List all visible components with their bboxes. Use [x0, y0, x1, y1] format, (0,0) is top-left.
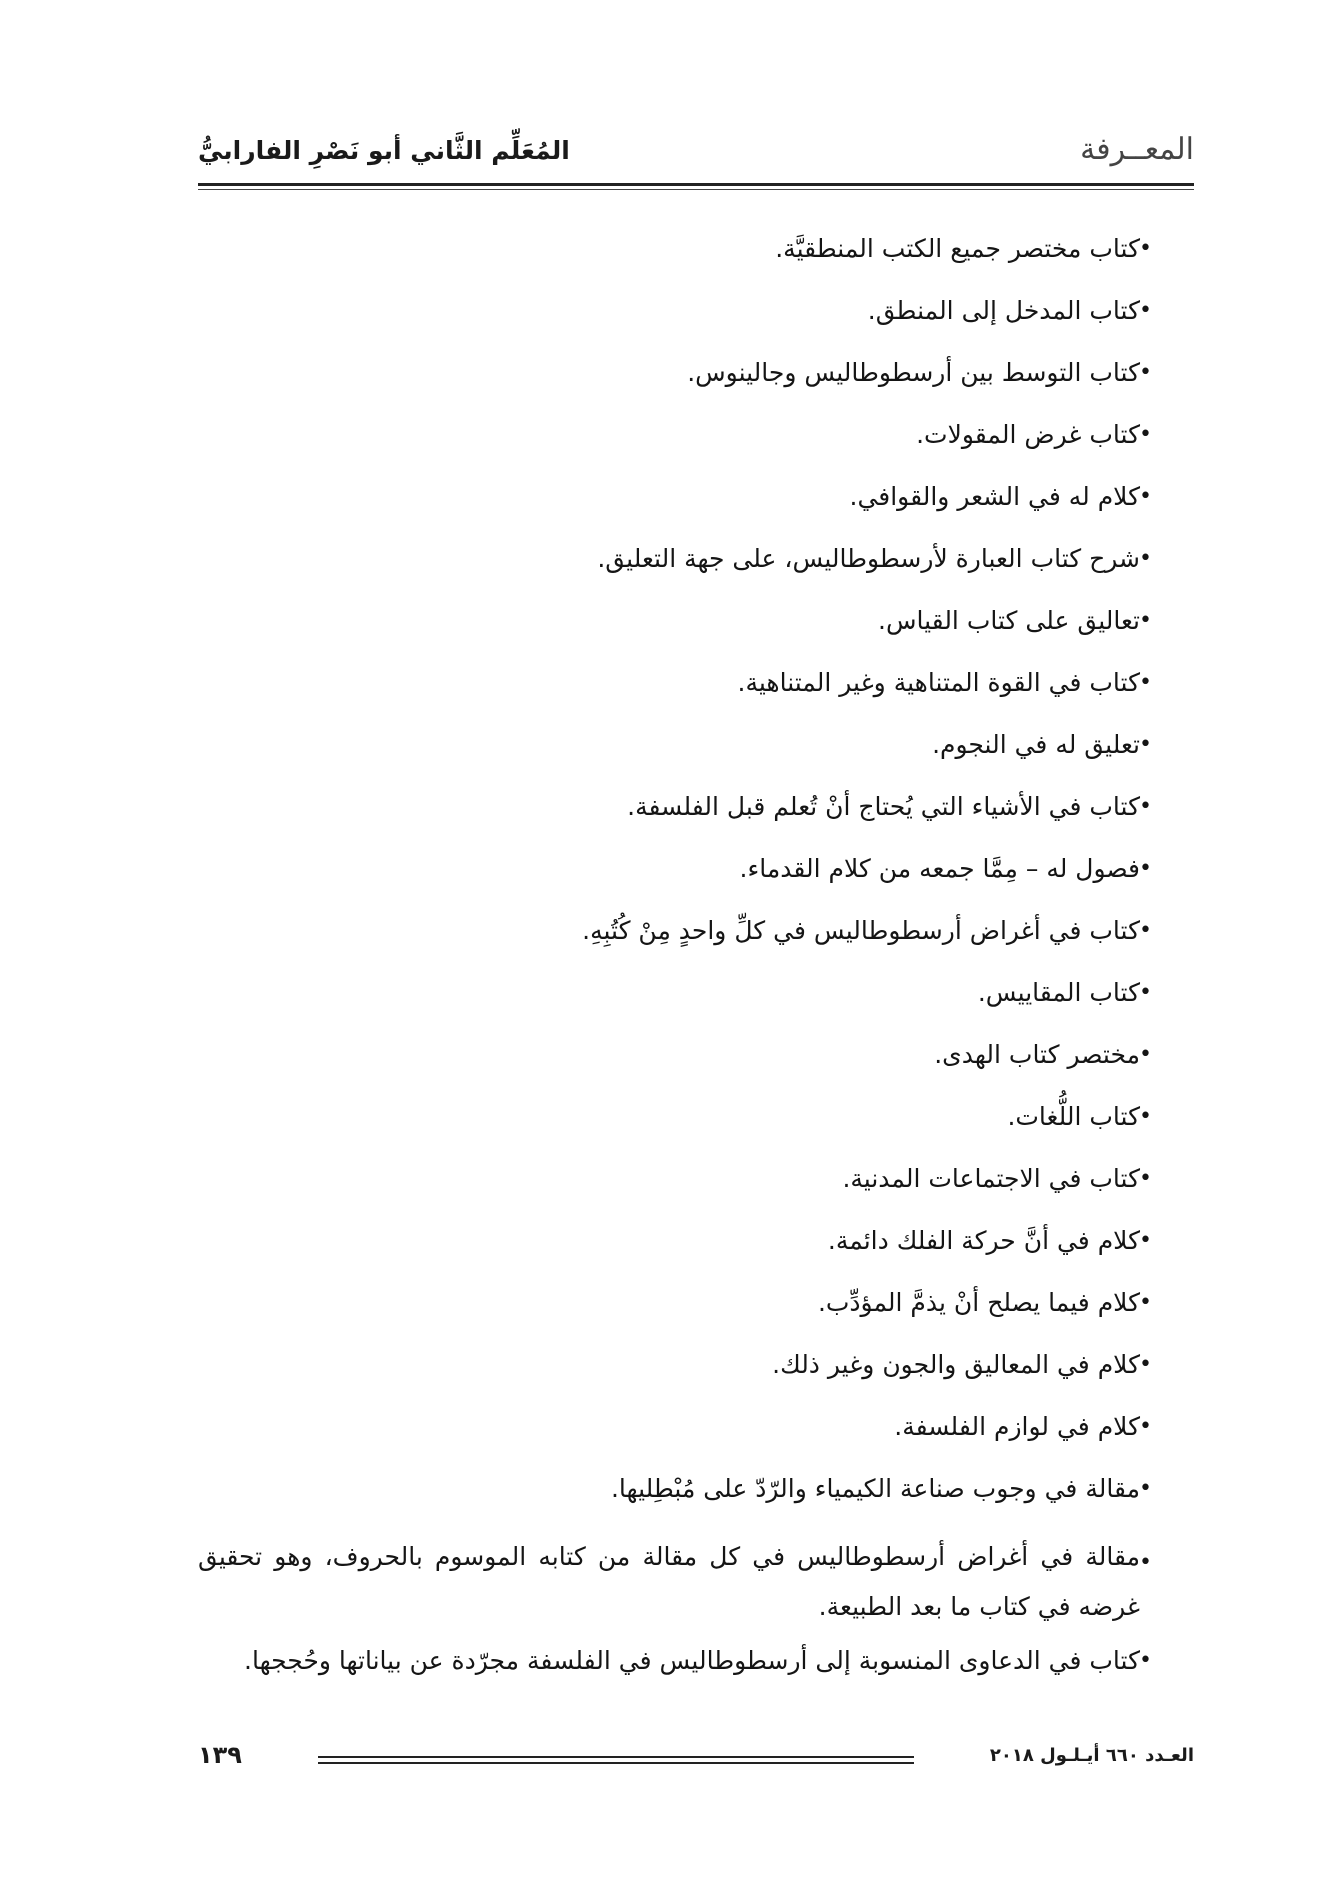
list-item-text: كتاب في الدعاوى المنسوبة إلى أرسطوطاليس في الفلسفة مجرّدة عن بياناتها وحُججها.	[244, 1646, 1140, 1675]
page-number: ١٣٩	[198, 1741, 242, 1769]
bullet-icon: •	[1139, 1476, 1152, 1501]
bullet-icon: •	[1139, 1414, 1152, 1439]
list-item-text: كلام في لوازم الفلسفة.	[894, 1412, 1140, 1441]
bullet-icon: •	[1139, 1166, 1152, 1191]
list-item-text: كتاب المدخل إلى المنطق.	[867, 296, 1140, 325]
bullet-icon: •	[1139, 794, 1152, 819]
list-item	[198, 540, 1194, 602]
list-item	[198, 478, 1194, 540]
list-item-text: كتاب مختصر جميع الكتب المنطقيَّة.	[775, 234, 1140, 263]
running-title: المُعَلِّم الثَّاني أبو نَصْرِ الفارابيُّ	[198, 136, 570, 165]
list-item-text: كتاب التوسط بين أرسطوطاليس وجالينوس.	[687, 358, 1140, 387]
page-footer	[198, 1741, 1194, 1785]
list-item	[198, 850, 1194, 912]
bullet-icon: •	[1139, 1042, 1152, 1067]
list-item-text: مقالة في أغراض أرسطوطاليس في كل مقالة من كتابه الموسوم بالحروف، وهو تحقيق غرضه في كتاب ما بعد الطبيعة.	[198, 1542, 1140, 1621]
list-item-text: كتاب المقاييس.	[977, 978, 1140, 1007]
bullet-icon: •	[1139, 980, 1152, 1005]
list-item-text: تعاليق على كتاب القياس.	[878, 606, 1140, 635]
list-item-text: كتاب في أغراض أرسطوطاليس في كلِّ واحدٍ مِنْ كُتُبِهِ.	[582, 916, 1140, 945]
list-item-text: كتاب اللُّغات.	[1007, 1102, 1140, 1131]
list-item	[198, 354, 1194, 416]
bullet-icon: •	[1139, 1104, 1152, 1129]
issue-info: العـدد ٦٦٠ أيـلـول ٢٠١٨	[989, 1745, 1194, 1766]
bullet-icon: •	[1139, 1352, 1152, 1377]
bullet-icon: •	[1139, 1290, 1152, 1315]
list-item	[198, 1470, 1194, 1532]
list-item	[198, 788, 1194, 850]
list-item-text: كلام في المعاليق والجون وغير ذلك.	[772, 1350, 1140, 1379]
list-item	[198, 726, 1194, 788]
list-item	[198, 1098, 1194, 1160]
list-item	[198, 1284, 1194, 1346]
list-item-text: كتاب في الاجتماعات المدنية.	[842, 1164, 1140, 1193]
bullet-icon: •	[1139, 360, 1152, 385]
list-item	[198, 292, 1194, 354]
bullet-icon: •	[1139, 1228, 1152, 1253]
bullet-icon: •	[1139, 856, 1152, 881]
bullet-icon: •	[1139, 236, 1152, 261]
list-item	[198, 1642, 1194, 1704]
bullet-icon: •	[1139, 298, 1152, 323]
list-item-text: فصول له – مِمَّا جمعه من كلام القدماء.	[739, 854, 1140, 883]
list-item	[198, 416, 1194, 478]
bullet-icon: •	[1139, 670, 1152, 695]
list-item-text: كتاب في القوة المتناهية وغير المتناهية.	[737, 668, 1140, 697]
list-item	[198, 602, 1194, 664]
bullet-icon: •	[1139, 1550, 1152, 1575]
list-item-text: شرح كتاب العبارة لأرسطوطاليس، على جهة التعليق.	[597, 544, 1140, 573]
bullet-icon: •	[1139, 1648, 1152, 1673]
header-rule	[198, 183, 1194, 186]
list-item-text: تعليق له في النجوم.	[932, 730, 1140, 759]
bullet-icon: •	[1139, 918, 1152, 943]
list-item	[198, 1222, 1194, 1284]
list-item	[198, 230, 1194, 292]
list-item-text: مقالة في وجوب صناعة الكيمياء والرّدّ على مُبْطِليها.	[610, 1474, 1140, 1503]
journal-logo: المعــرفة	[1080, 132, 1194, 167]
list-item	[198, 974, 1194, 1036]
bullet-icon: •	[1139, 732, 1152, 757]
list-item	[198, 1408, 1194, 1470]
book-list	[198, 230, 1194, 1704]
list-item-text: مختصر كتاب الهدى.	[934, 1040, 1140, 1069]
list-item	[198, 1036, 1194, 1098]
list-item	[198, 1160, 1194, 1222]
bullet-icon: •	[1139, 546, 1152, 571]
list-item	[198, 912, 1194, 974]
list-item-text: كتاب في الأشياء التي يُحتاج أنْ تُعلم قبل الفلسفة.	[627, 792, 1140, 821]
list-item-text: كلام فيما يصلح أنْ يذمَّ المؤدِّب.	[817, 1288, 1140, 1317]
list-item	[198, 1346, 1194, 1408]
page-header	[198, 128, 1194, 174]
list-item	[198, 1532, 1194, 1632]
list-item-text: كلام في أنَّ حركة الفلك دائمة.	[827, 1226, 1140, 1255]
list-item	[198, 664, 1194, 726]
bullet-icon: •	[1139, 422, 1152, 447]
header-rule-thin	[198, 189, 1194, 190]
bullet-icon: •	[1139, 608, 1152, 633]
list-item-text: كتاب غرض المقولات.	[916, 420, 1140, 449]
list-item-text: كلام له في الشعر والقوافي.	[849, 482, 1140, 511]
bullet-icon: •	[1139, 484, 1152, 509]
